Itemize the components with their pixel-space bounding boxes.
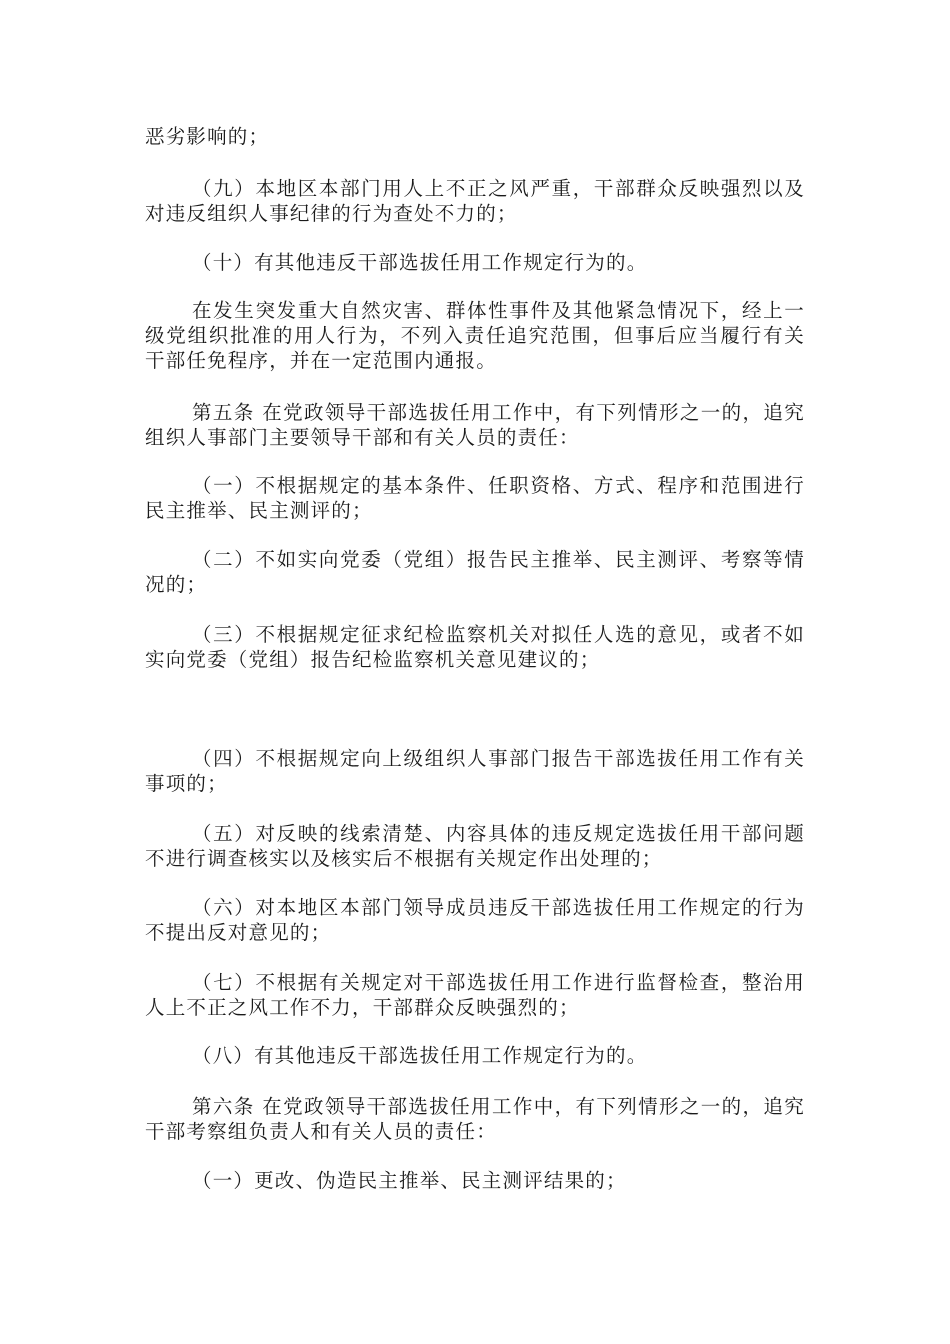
paragraph-article-5-item-8: （八）有其他违反干部选拔任用工作规定行为的。	[192, 1044, 648, 1067]
paragraph-article-5: 第五条 在党政领导干部选拔任用工作中，有下列情形之一的，追究组织人事部门主要领导干部和有关人员的责任：	[145, 401, 805, 449]
paragraph-item-10: （十）有其他违反干部选拔任用工作规定行为的。	[192, 251, 648, 274]
paragraph-emergency-exemption: 在发生突发重大自然灾害、群体性事件及其他紧急情况下，经上一级党组织批准的用人行为，不列入责任追究范围，但事后应当履行有关干部任免程序，并在一定范围内通报。	[145, 299, 805, 372]
paragraph-article-5-item-3: （三）不根据规定征求纪检监察机关对拟任人选的意见，或者不如实向党委（党组）报告纪检监察机关意见建议的；	[145, 623, 805, 671]
paragraph-article-5-item-7: （七）不根据有关规定对干部选拔任用工作进行监督检查，整治用人上不正之风工作不力，干部群众反映强烈的；	[145, 971, 805, 1019]
paragraph-article-5-item-2: （二）不如实向党委（党组）报告民主推举、民主测评、考察等情况的；	[145, 548, 805, 596]
paragraph-article-5-item-6: （六）对本地区本部门领导成员违反干部选拔任用工作规定的行为不提出反对意见的；	[145, 896, 805, 944]
paragraph-article-5-item-5: （五）对反映的线索清楚、内容具体的违反规定选拔任用干部问题不进行调查核实以及核实后不根据有关规定作出处理的；	[145, 822, 805, 870]
paragraph-continuation: 恶劣影响的；	[145, 125, 270, 148]
paragraph-item-9: （九）本地区本部门用人上不正之风严重，干部群众反映强烈以及对违反组织人事纪律的行为查处不力的；	[145, 177, 805, 225]
paragraph-article-6-item-1: （一）更改、伪造民主推举、民主测评结果的；	[192, 1169, 627, 1192]
paragraph-article-6: 第六条 在党政领导干部选拔任用工作中，有下列情形之一的，追究干部考察组负责人和有关人员的责任：	[145, 1095, 805, 1143]
paragraph-article-5-item-1: （一）不根据规定的基本条件、任职资格、方式、程序和范围进行民主推举、民主测评的；	[145, 474, 805, 522]
paragraph-article-5-item-4: （四）不根据规定向上级组织人事部门报告干部选拔任用工作有关事项的；	[145, 747, 805, 795]
